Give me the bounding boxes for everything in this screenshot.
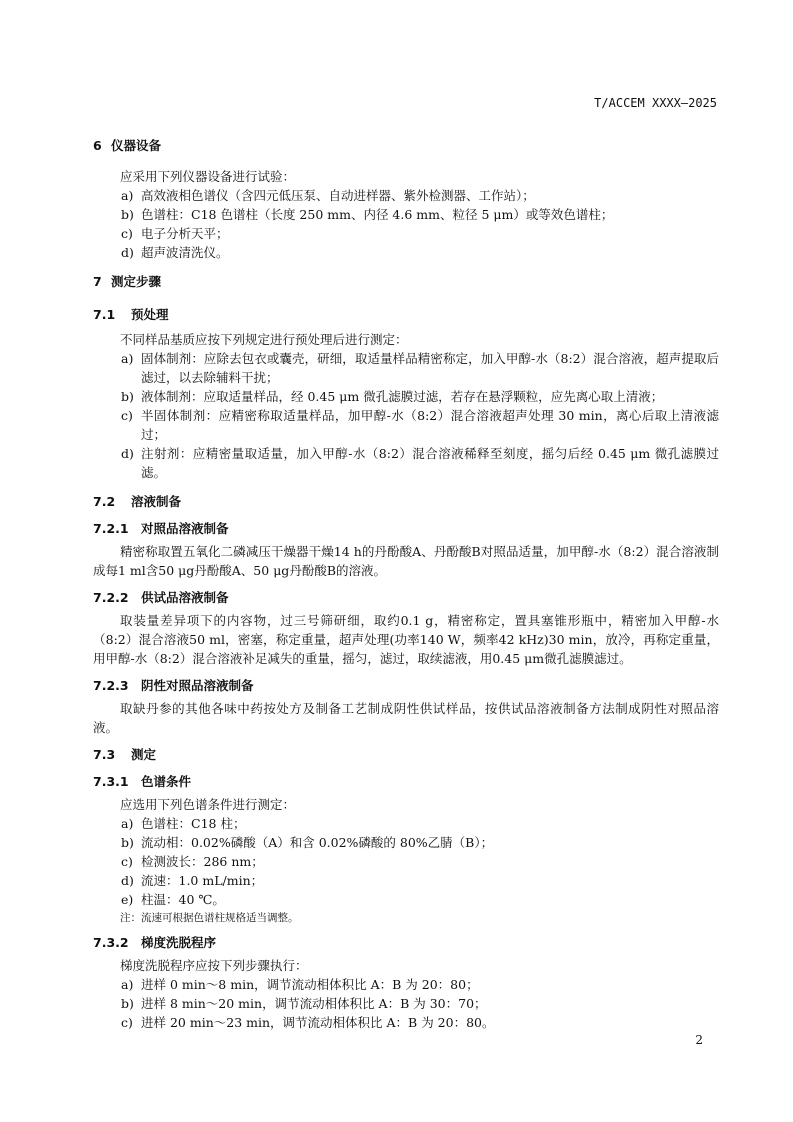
section-heading bbox=[93, 134, 719, 157]
section-number: 6 bbox=[93, 138, 102, 153]
intro-text: 应采用下列仪器设备进行试验： bbox=[120, 169, 296, 184]
clause-number: 7.2.1 bbox=[93, 521, 129, 536]
list-item-text: 柱温：40 ℃。 bbox=[141, 892, 225, 907]
page-number: 2 bbox=[695, 1033, 703, 1047]
clause-heading bbox=[93, 517, 719, 540]
section-title: 测定步骤 bbox=[111, 274, 162, 289]
list-item bbox=[93, 243, 719, 262]
list-item bbox=[93, 224, 719, 243]
list-marker: c) bbox=[121, 408, 133, 423]
list-item bbox=[93, 814, 719, 833]
clause-heading bbox=[93, 674, 719, 697]
list-item bbox=[93, 387, 719, 406]
list-item-text: 色谱柱：C18 色谱柱（长度 250 mm、内径 4.6 mm、粒径 5 μm）或等效色谱柱； bbox=[141, 207, 614, 222]
list-marker: a) bbox=[121, 977, 134, 992]
list-marker: b) bbox=[121, 835, 134, 850]
section-title: 仪器设备 bbox=[111, 138, 162, 153]
list-item-text: 液体制剂：应取适量样品，经 0.45 μm 微孔滤膜过滤，若存在悬浮颗粒，应先离心取上清液； bbox=[141, 389, 664, 404]
paragraph: 精密称取置五氧化二磷减压干燥器干燥14 h的丹酚酸A、丹酚酸B对照品适量，加甲醇-水（8:2）混合溶液制成每1 ml含50 μg丹酚酸A、50 μg丹酚酸B的溶液。 bbox=[93, 544, 719, 578]
equipment-list bbox=[93, 186, 719, 262]
list-marker: d) bbox=[121, 446, 134, 461]
paragraph: 取缺丹参的其他各味中药按处方及制备工艺制成阴性供试样品，按供试品溶液制备方法制成阴性对照品溶液。 bbox=[93, 701, 719, 735]
list-item-text: 电子分析天平； bbox=[141, 226, 229, 241]
intro-text: 应选用下列色谱条件进行测定： bbox=[120, 797, 296, 812]
subsection-heading bbox=[93, 743, 719, 766]
clause-heading bbox=[93, 770, 719, 793]
pretreatment-list bbox=[93, 349, 719, 482]
document-id-header: T/ACCEM XXXX—2025 bbox=[594, 96, 717, 110]
clause-title: 对照品溶液制备 bbox=[141, 521, 229, 536]
subsection-number: 7.1 bbox=[93, 307, 116, 322]
list-item bbox=[93, 1013, 719, 1032]
clause-title: 阴性对照品溶液制备 bbox=[141, 678, 254, 693]
intro-text: 不同样品基质应按下列规定进行预处理后进行测定： bbox=[120, 332, 408, 347]
list-marker: c) bbox=[121, 1015, 133, 1030]
list-item-text: 固体制剂：应除去包衣或囊壳，研细，取适量样品精密称定，加入甲醇-水（8:2）混合溶液，超声提取后滤过，以去除辅料干扰； bbox=[141, 351, 719, 385]
list-item-text: 超声波清洗仪。 bbox=[141, 245, 229, 260]
list-item-text: 检测波长：286 nm； bbox=[141, 854, 264, 869]
clause-heading bbox=[93, 931, 719, 954]
list-item-text: 流动相：0.02%磷酸（A）和含 0.02%磷酸的 80%乙腈（B）； bbox=[141, 835, 494, 850]
section-number: 7 bbox=[93, 274, 102, 289]
list-item bbox=[93, 871, 719, 890]
subsection-number: 7.3 bbox=[93, 747, 116, 762]
list-item-text: 进样 0 min～8 min，调节流动相体积比 A：B 为 20：80； bbox=[141, 977, 479, 992]
chromatographic-conditions-list bbox=[93, 814, 719, 909]
list-marker: c) bbox=[121, 226, 133, 241]
list-item-text: 高效液相色谱仪（含四元低压泵、自动进样器、紫外检测器、工作站）； bbox=[141, 188, 535, 203]
clause-title: 供试品溶液制备 bbox=[141, 590, 229, 605]
list-marker: a) bbox=[121, 188, 134, 203]
list-marker: c) bbox=[121, 854, 133, 869]
paragraph: 取装量差异项下的内容物，过三号筛研细，取约0.1 g，精密称定，置具塞锥形瓶中，精密加入甲醇-水（8:2）混合溶液50 ml，密塞，称定重量，超声处理(功率140 W，频率42 kHz)30 min，放冷，再称定重量，用甲醇-水（8:2）混合溶液补足减失的重量，摇匀，滤过，取续滤液，用0.45 μm微孔滤膜滤过。 bbox=[93, 613, 719, 666]
subsection-title: 预处理 bbox=[131, 307, 169, 322]
document-body bbox=[93, 128, 719, 1040]
subsection-number: 7.2 bbox=[93, 494, 116, 509]
list-item bbox=[93, 444, 719, 482]
clause-number: 7.3.1 bbox=[93, 774, 129, 789]
list-item bbox=[93, 205, 719, 224]
list-marker: a) bbox=[121, 816, 134, 831]
section-heading bbox=[93, 270, 719, 293]
note-text: 注：流速可根据色谱柱规格适当调整。 bbox=[120, 912, 299, 924]
clause-heading bbox=[93, 586, 719, 609]
list-item bbox=[93, 406, 719, 444]
list-item-text: 进样 8 min～20 min，调节流动相体积比 A：B 为 30：70； bbox=[141, 996, 487, 1011]
intro-text: 梯度洗脱程序应按下列步骤执行： bbox=[120, 958, 308, 973]
list-marker: b) bbox=[121, 207, 134, 222]
clause-number: 7.2.3 bbox=[93, 678, 129, 693]
gradient-program-list bbox=[93, 975, 719, 1032]
list-item-text: 色谱柱：C18 柱； bbox=[141, 816, 246, 831]
list-marker: a) bbox=[121, 351, 134, 366]
list-item bbox=[93, 975, 719, 994]
list-marker: b) bbox=[121, 389, 134, 404]
list-item-text: 注射剂：应精密量取适量，加入甲醇-水（8:2）混合溶液稀释至刻度，摇匀后经 0.45 μm 微孔滤膜过滤。 bbox=[141, 446, 719, 480]
list-item-text: 进样 20 min～23 min，调节流动相体积比 A：B 为 20：80。 bbox=[141, 1015, 495, 1030]
clause-number: 7.2.2 bbox=[93, 590, 129, 605]
list-marker: e) bbox=[121, 892, 134, 907]
list-item bbox=[93, 349, 719, 387]
list-item bbox=[93, 833, 719, 852]
list-marker: d) bbox=[121, 245, 134, 260]
subsection-title: 溶液制备 bbox=[131, 494, 182, 509]
list-item bbox=[93, 852, 719, 871]
subsection-heading bbox=[93, 490, 719, 513]
list-marker: b) bbox=[121, 996, 134, 1011]
clause-title: 色谱条件 bbox=[141, 774, 192, 789]
clause-title: 梯度洗脱程序 bbox=[141, 935, 217, 950]
list-item bbox=[93, 890, 719, 909]
list-item-text: 流速：1.0 mL/min； bbox=[141, 873, 264, 888]
list-item bbox=[93, 994, 719, 1013]
list-item-text: 半固体制剂：应精密称取适量样品，加甲醇-水（8:2）混合溶液超声处理 30 min，离心后取上清液滤过； bbox=[141, 408, 719, 442]
list-marker: d) bbox=[121, 873, 134, 888]
subsection-heading bbox=[93, 303, 719, 326]
clause-number: 7.3.2 bbox=[93, 935, 129, 950]
list-item bbox=[93, 186, 719, 205]
subsection-title: 测定 bbox=[131, 747, 157, 762]
